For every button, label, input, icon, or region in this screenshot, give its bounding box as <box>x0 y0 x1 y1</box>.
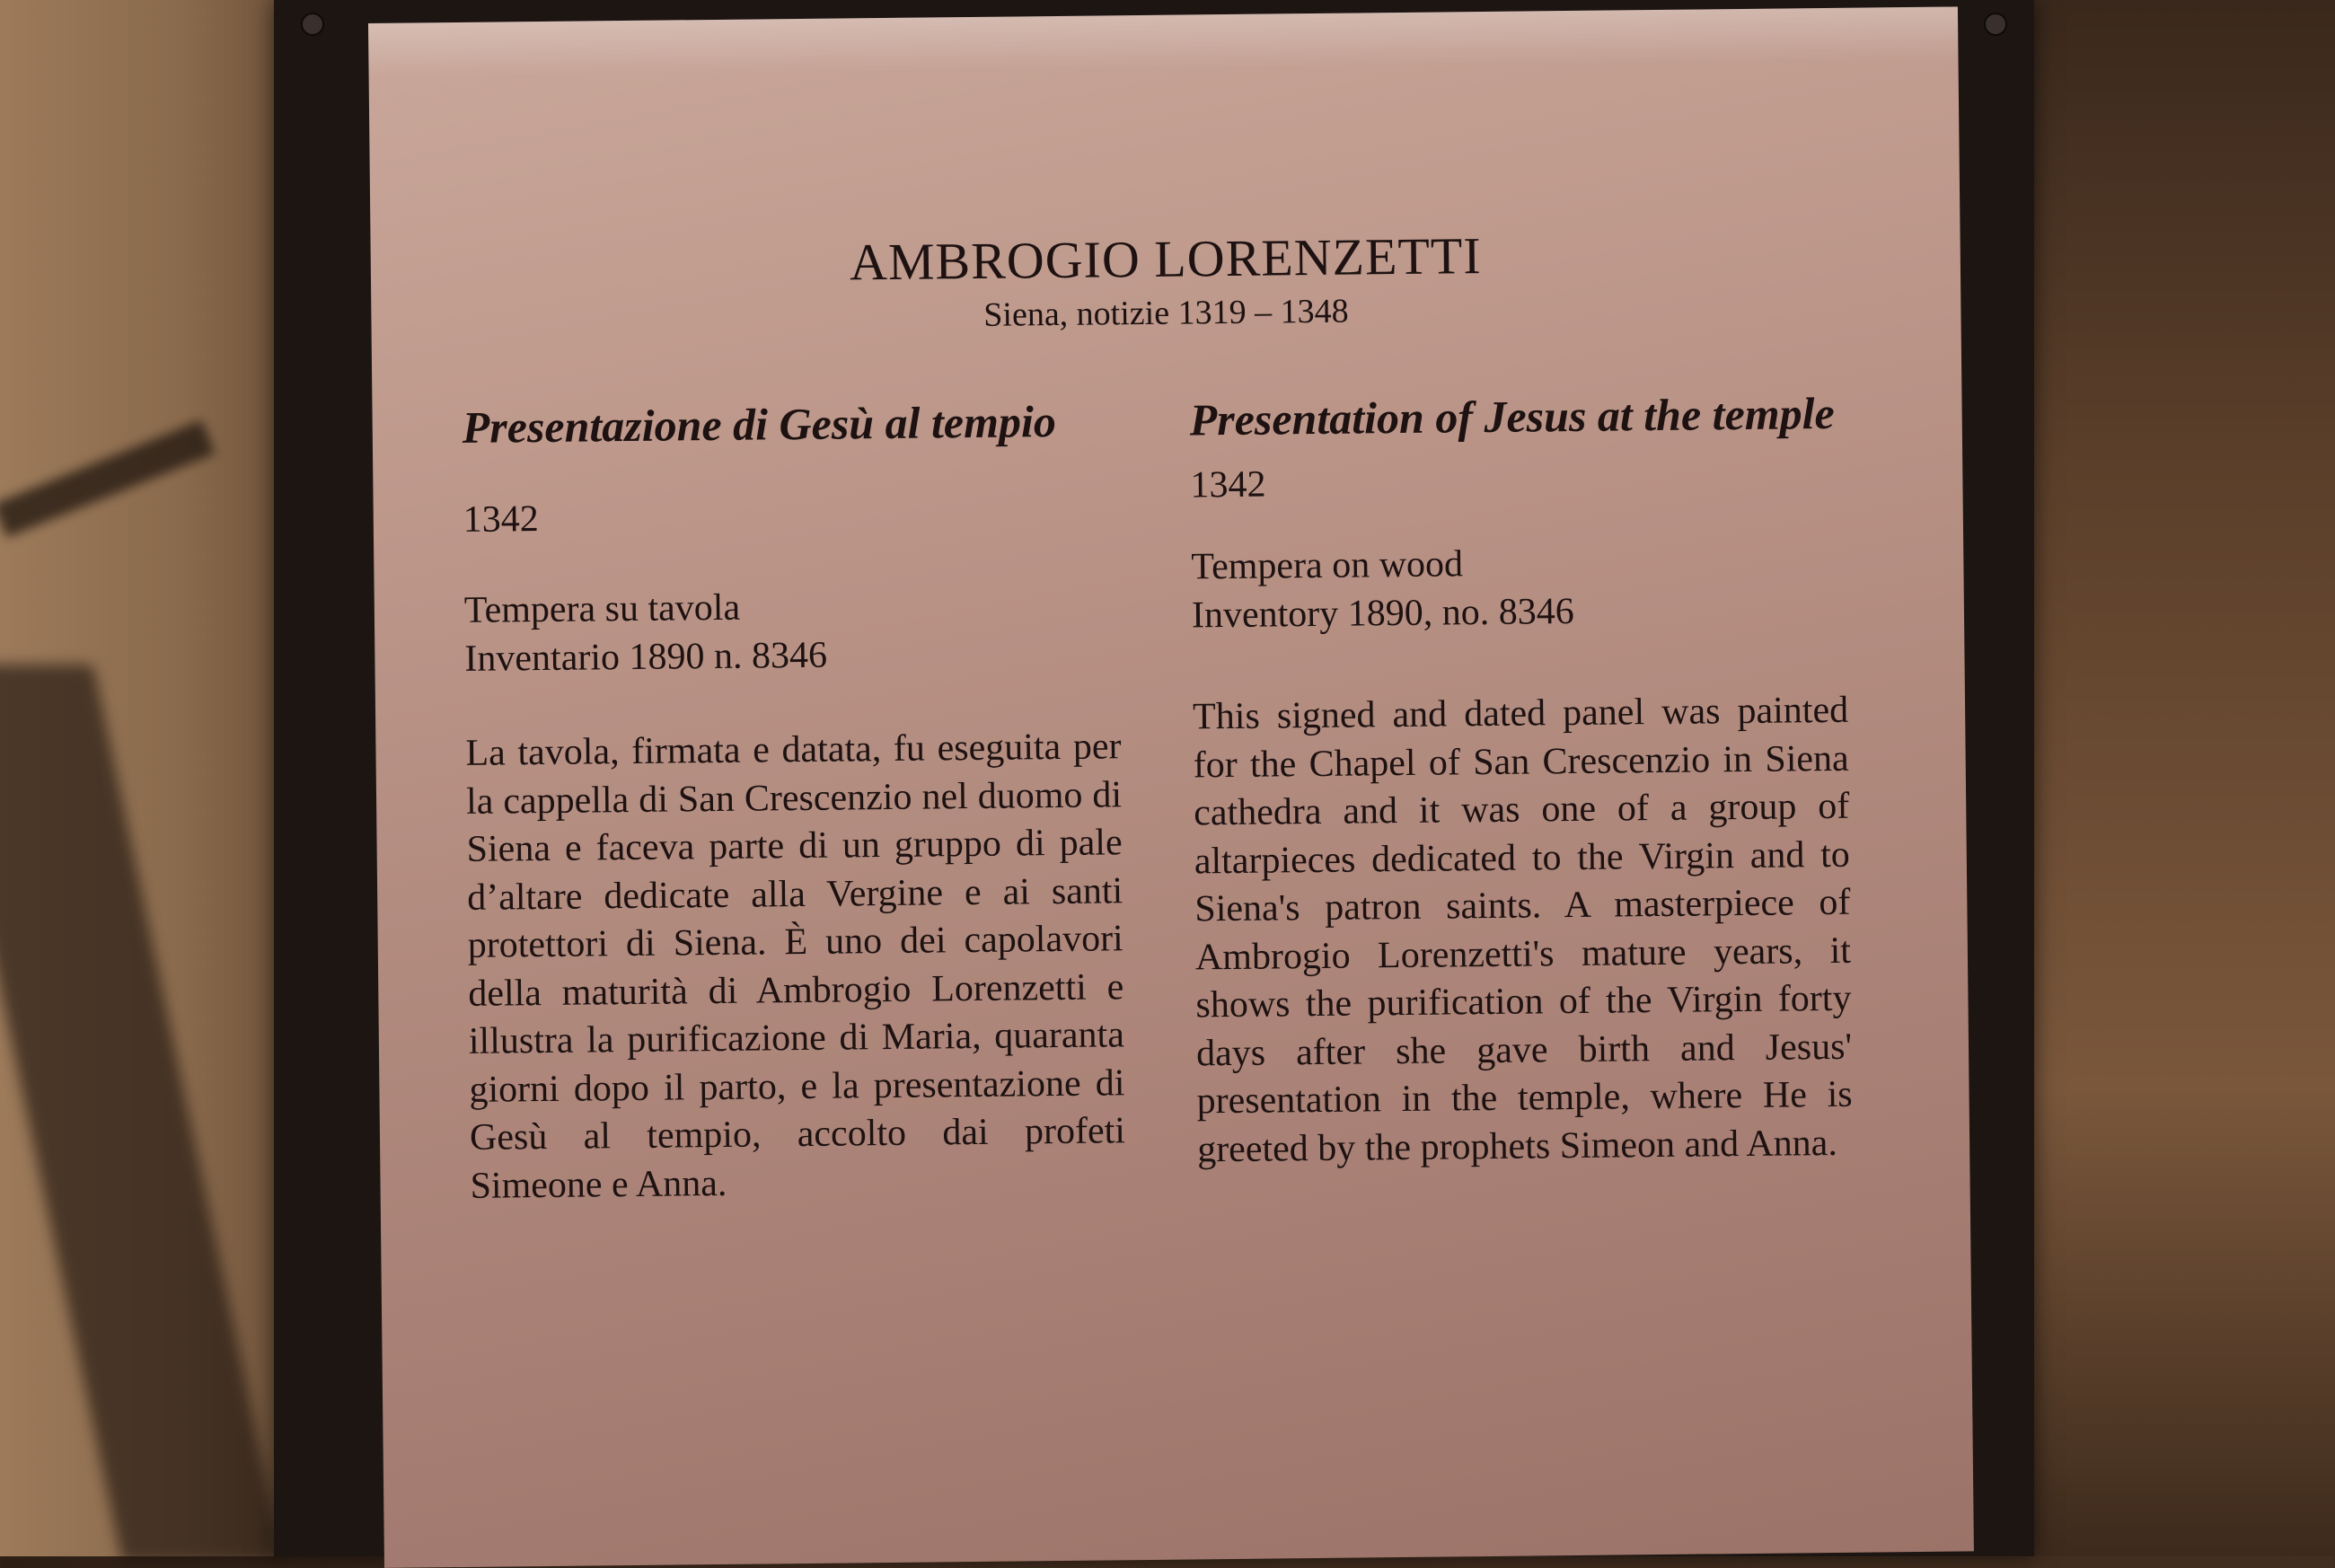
artist-dates: Siena, notizie 1319 – 1348 <box>983 292 1349 334</box>
technique-english: Tempera on wood <box>1191 543 1464 588</box>
work-year-english: 1342 <box>1190 463 1266 507</box>
technique-italian: Tempera su tavola <box>463 586 741 631</box>
english-column <box>1189 385 1853 1175</box>
description-italian: La tavola, firmata e datata, fu eseguita per la cappella di San Crescenzio nel duomo di Siena e faceva parte di un gruppo di pale d’altare dedicate alla Vergine e ai santi protettori di Siena. È uno dei capolavori della maturità di Ambrogio Lorenzetti e illustra la purificazione di Maria, quaranta giorni dopo il parto, e la presentazione di Gesù al tempio, accolto dai profeti Simeone e Anna. <box>465 726 1126 1207</box>
artist-name: AMBROGIO LORENZETTI <box>849 226 1482 292</box>
technique-block-english <box>1191 536 1847 640</box>
wall-right <box>2012 0 2335 1556</box>
work-title-italian: Presentazione di Gesù al tempio <box>462 396 1057 453</box>
screw-icon <box>1984 13 2007 36</box>
work-year-italian: 1342 <box>463 498 540 541</box>
museum-label <box>368 6 1974 1567</box>
description-english: This signed and dated panel was painted for the Chapel of San Crescenzio in Siena cathedra and it was one of a group of altarpieces dedicated to the Virgin and to Siena's patron saints. A masterpiece of Ambrogio Lorenzetti's mature years, it shows the purification of the Virgin forty days after she gave birth and Jesus' presentation in the temple, where He is greeted by the prophets Simeon and Anna. <box>1192 689 1853 1170</box>
inventory-italian: Inventario 1890 n. 8346 <box>464 634 828 680</box>
inventory-english: Inventory 1890, no. 8346 <box>1191 590 1574 637</box>
italian-column <box>462 392 1125 1211</box>
technique-block-italian <box>464 579 1121 683</box>
screw-icon <box>301 13 324 36</box>
work-title-english: Presentation of Jesus at the temple <box>1189 387 1835 445</box>
